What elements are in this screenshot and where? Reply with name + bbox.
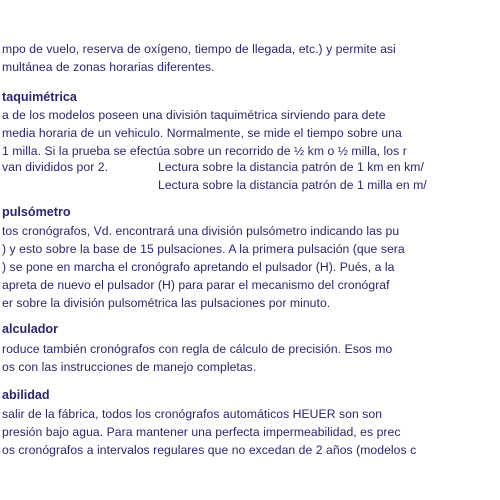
pulsometer-line-4: apreta de nuevo el pulsador (H) para parar el mecanismo del cronógraf bbox=[2, 278, 390, 292]
tachymeter-heading: taquimétrica bbox=[2, 90, 77, 104]
pulsometer-line-1: tos cronógrafos, Vd. encontrará una división pulsómetro indicando las pu bbox=[2, 224, 400, 238]
pulsometer-line-3: ) se pone en marcha el cronógrafo apretando el pulsador (H). Pués, a la bbox=[2, 260, 395, 274]
tachymeter-line-3: 1 milla. Si la prueba se efectúa sobre un recorrido de ½ km o ½ milla, los r bbox=[2, 144, 407, 158]
tachymeter-line-1: a de los modelos poseen una división taquimétrica sirviendo para dete bbox=[2, 108, 386, 122]
calculator-heading: alculador bbox=[2, 322, 58, 336]
tachymeter-line-2: media horaria de un vehiculo. Normalmente, se mide el tiempo sobre una bbox=[2, 126, 402, 140]
tachymeter-line-5: Lectura sobre la distancia patrón de 1 milla en m/ bbox=[158, 178, 427, 192]
calculator-line-2: os con las instrucciones de manejo completas. bbox=[2, 360, 257, 374]
waterproof-line-2: presión bajo agua. Para mantener una perfecta impermeabilidad, es prec bbox=[2, 425, 401, 439]
pulsometer-heading: pulsómetro bbox=[2, 205, 71, 219]
tachymeter-line-4a: van divididos por 2. bbox=[2, 160, 109, 174]
pulsometer-line-2: ) y esto sobre la base de 15 pulsaciones. A la primera pulsación (que sera bbox=[2, 242, 405, 256]
intro-line-1: mpo de vuelo, reserva de oxígeno, tiempo de llegada, etc.) y permite asi bbox=[2, 42, 396, 56]
waterproof-line-1: salir de la fábrica, todos los cronógrafos automáticos HEUER son son bbox=[2, 407, 383, 421]
calculator-line-1: roduce también cronógrafos con regla de cálculo de precisión. Esos mo bbox=[2, 342, 393, 356]
waterproof-line-3: os cronógrafos a intervalos regulares que no excedan de 2 años (modelos c bbox=[2, 443, 417, 457]
pulsometer-line-5: er sobre la división pulsométrica las pulsaciones por minuto. bbox=[2, 296, 331, 310]
tachymeter-line-4b: Lectura sobre la distancia patrón de 1 km en km/ bbox=[158, 160, 424, 174]
intro-line-2: multánea de zonas horarias diferentes. bbox=[2, 60, 215, 74]
waterproof-heading: abilidad bbox=[2, 388, 50, 402]
